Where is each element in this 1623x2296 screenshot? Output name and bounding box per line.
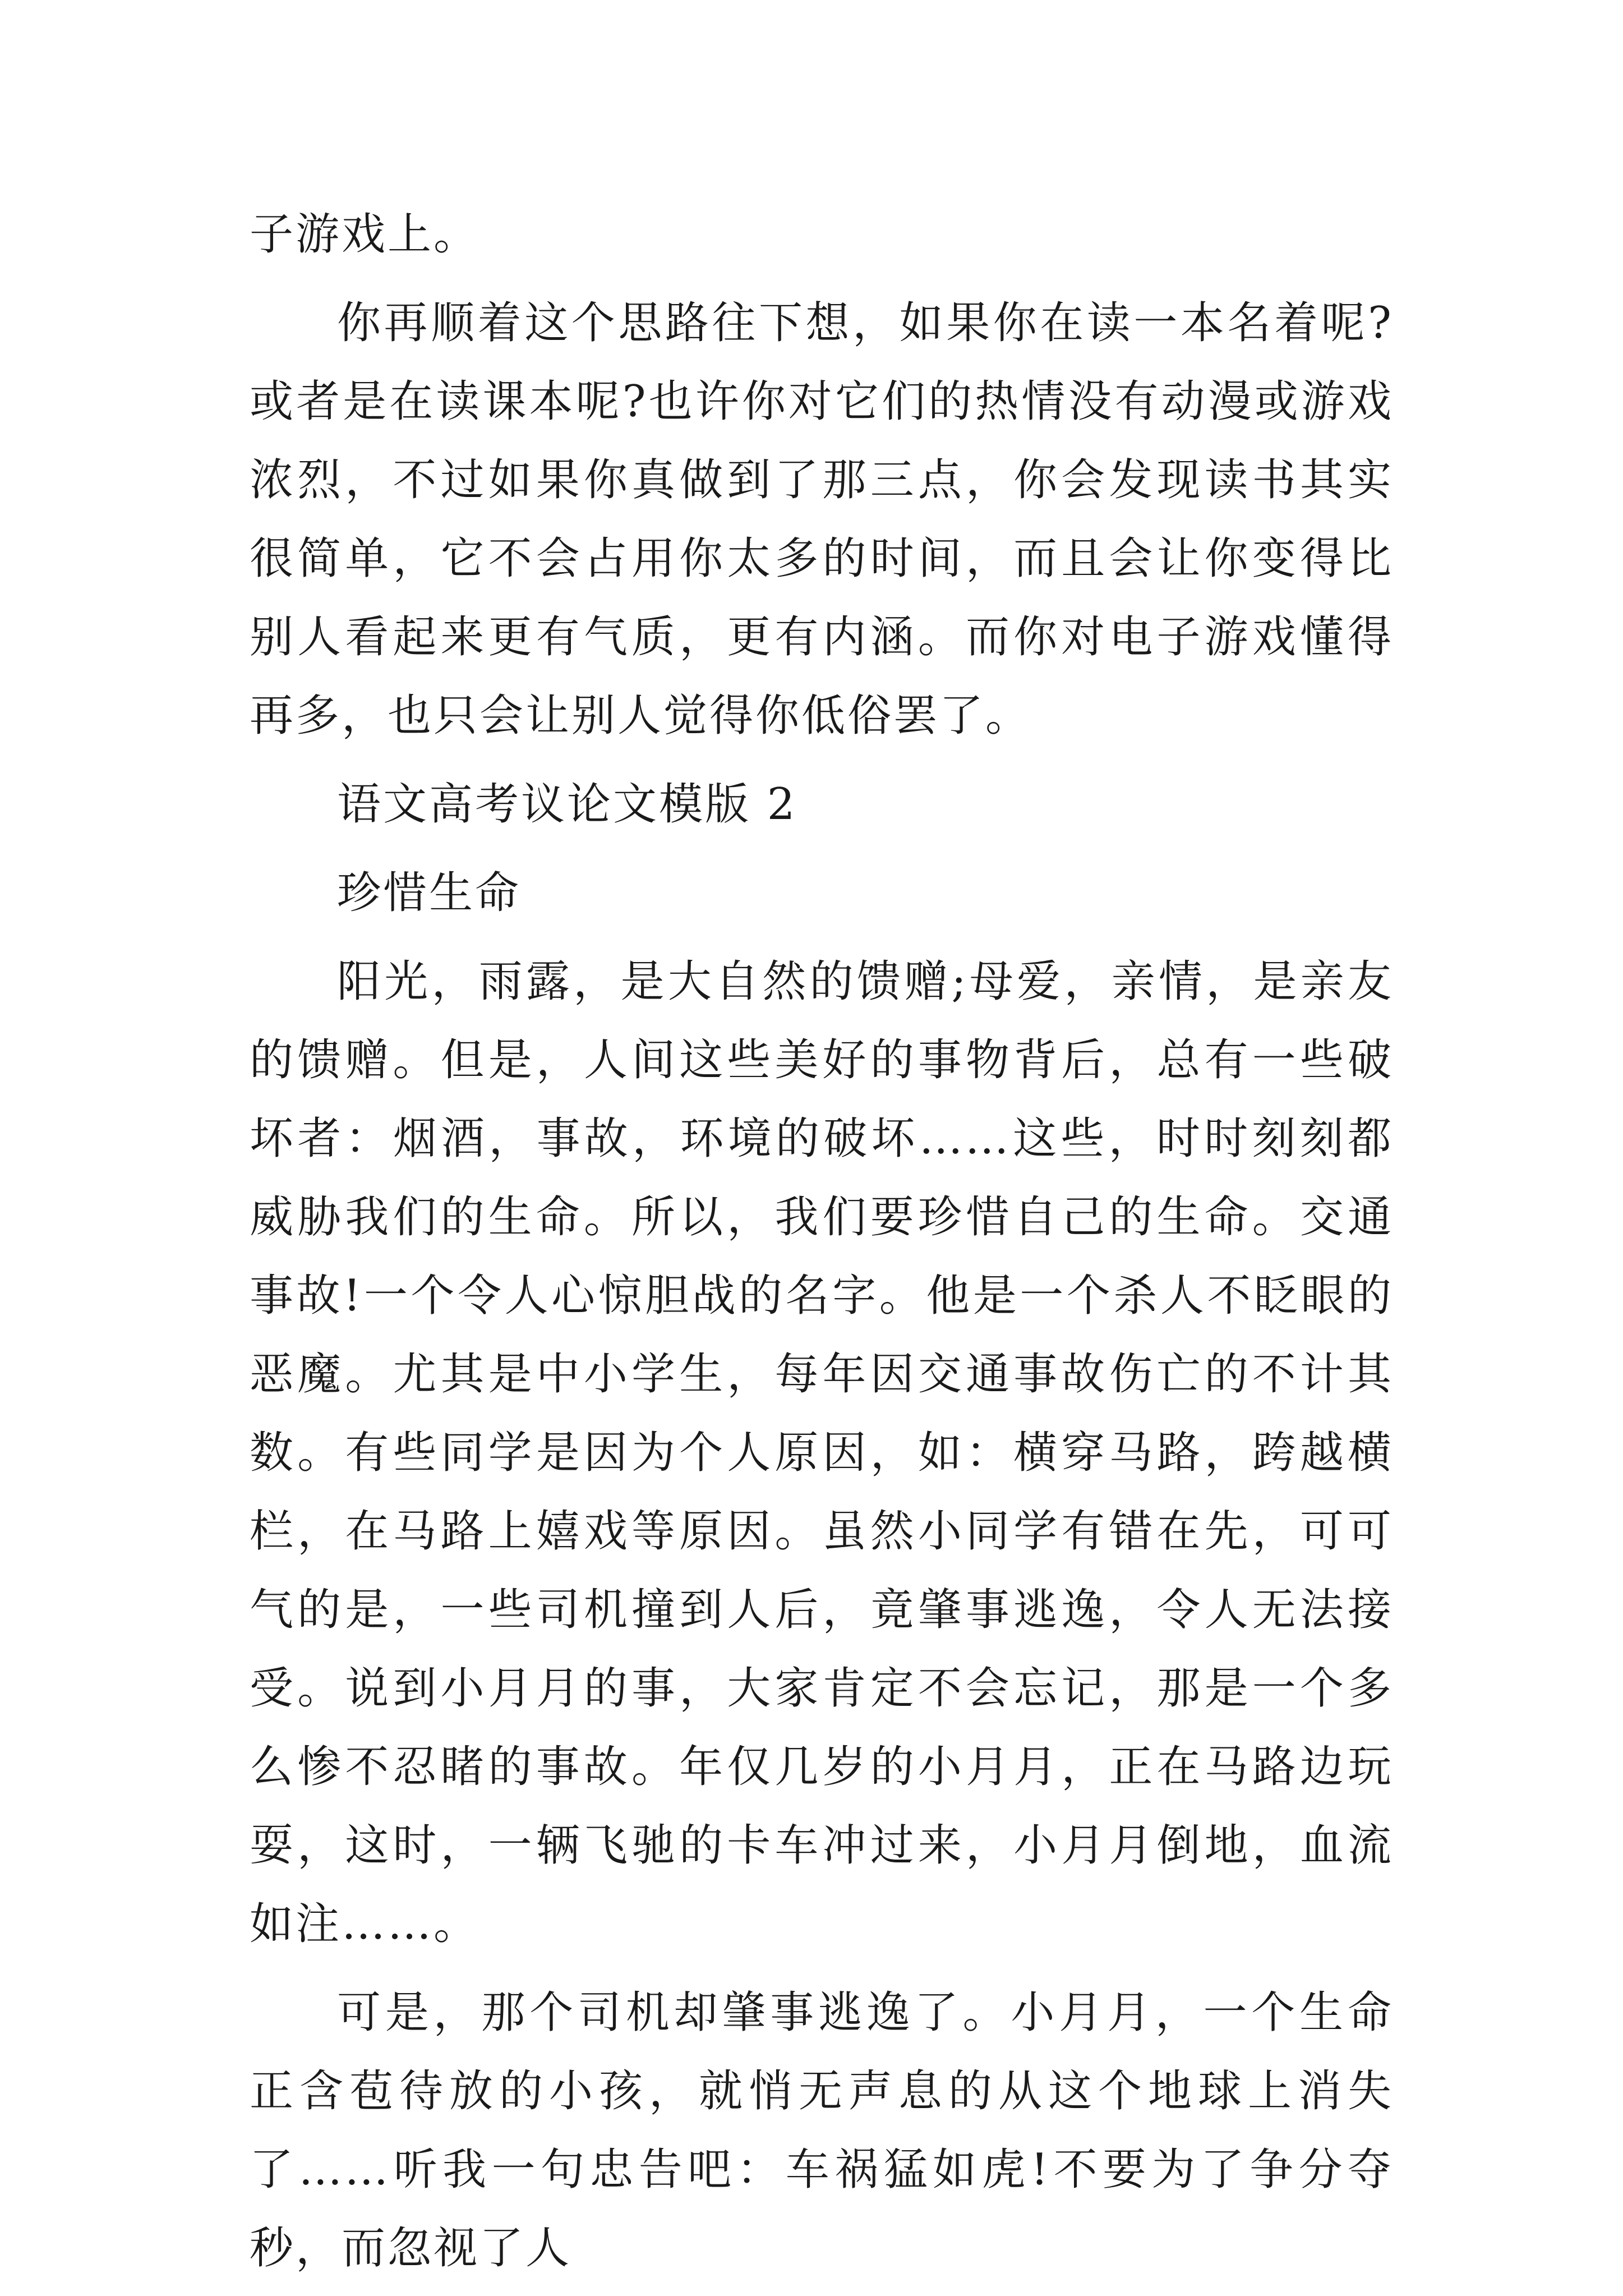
essay-title: 珍惜生命: [337, 868, 522, 918]
paragraph-cherish-life: 阳光，雨露，是大自然的馈赠;母爱，亲情，是亲友的馈赠。但是，人间这些美好的事物背后，总有一些破坏者：烟酒，事故，环境的破坏……这些，时时刻刻都威胁我们的生命。所以，我们要珍惜自己的生命。交通事故!一个令人心惊胆战的名字。他是一个杀人不眨眼的恶魔。尤其是中小学生，每年因交通事故伤亡的不计其数。有些同学是因为个人原因，如：横穿马路，跨越横栏，在马路上嬉戏等原因。虽然小同学有错在先，可可气的是，一些司机撞到人后，竟肇事逃逸，令人无法接受。说到小月月的事，大家肯定不会忘记，那是一个多么惨不忍睹的事故。年仅几岁的小月月，正在马路边玩耍，这时，一辆飞驰的卡车冲过来，小月月倒地，血流如注……。: [250, 956, 1394, 1949]
section-heading: 语文高考议论文模版 2: [337, 779, 797, 830]
paragraph-reading-argument: 你再顺着这个思路往下想，如果你在读一本名着呢?或者是在读课本呢?也许你对它们的热情没有动漫或游戏浓烈，不过如果你真做到了那三点，你会发现读书其实很简单，它不会占用你太多的时间，而且会让你变得比别人看起来更有气质，更有内涵。而你对电子游戏懂得再多，也只会让别人觉得你低俗罢了。: [250, 298, 1394, 741]
paragraph-continuation: 子游戏上。: [250, 209, 480, 260]
document-body: [250, 195, 1394, 2288]
paragraph-driver-fled: 可是，那个司机却肇事逃逸了。小月月，一个生命正含苞待放的小孩，就悄无声息的从这个地球上消失了……听我一句忠告吧：车祸猛如虎!不要为了争分夺秒，而忽视了人: [250, 1987, 1394, 2274]
